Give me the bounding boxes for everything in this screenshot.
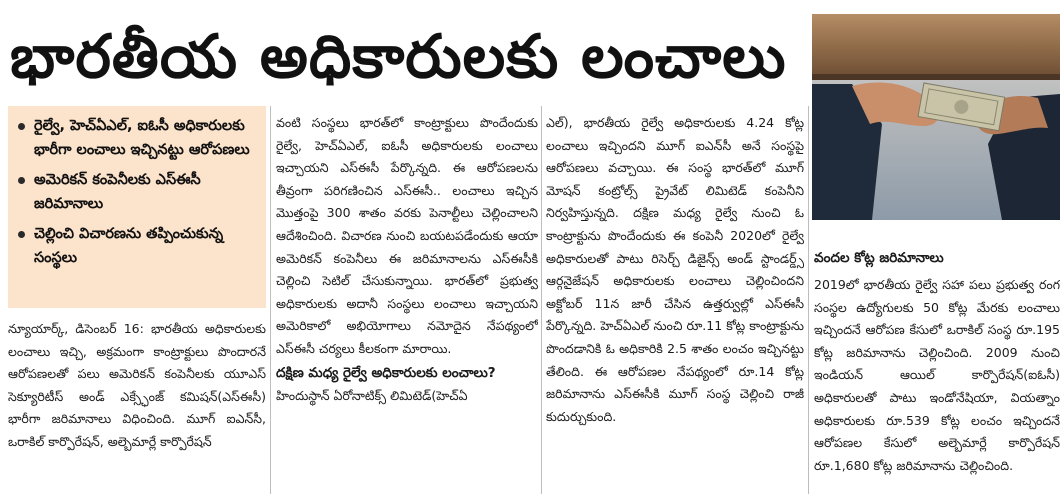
paragraph: 2019లో భారతీయ రైల్వే సహా పలు ప్రభుత్వ రంగ సంస్థల ఉద్యోగులకు 50 కోట్ల మేరకు లంచాలు ఇచ్చిందనే ఆరోపణ కేసులో ఒరాకిల్ సంస్థ రూ.195 కోట్ల జరిమానాను చెల్లించింది. 2009 నుంచి ఇండియన్ ఆయిల్ కార్పొరేషన్(ఐఓసీ) అధికారులతో పాటు ఇండోనేషియా, వియత్నాం అధికారులకు రూ.539 కోట్ల లంచం ఇచ్చిందనే ఆరోపణల కేసులో అల్బెమార్లే కార్పొరేషన్ రూ.1,680 కోట్ల జరిమానాను చెల్లించింది. [814, 277, 1060, 473]
column-divider [541, 106, 542, 494]
highlight-item: చెల్లించి విచారణను తప్పించుకున్న సంస్థలు [18, 222, 260, 270]
subheading: వందల కోట్ల జరిమానాలు [814, 250, 944, 266]
bribe-handover-photo [812, 14, 1060, 220]
paragraph: హిందుస్థాన్ ఏరోనాటిక్స్ లిమిటెడ్(హెచ్‌ఏ [276, 387, 468, 403]
column-divider [808, 106, 809, 494]
paragraph: ఎల్), భారతీయ రైల్వే అధికారులకు 4.24 కోట్ల లంచాలు ఇచ్చిందని మూగ్ ఐఎన్‌సీ అనే సంస్థపై ఆరోపణలు వచ్చాయి. ఈ సంస్థ భారత్‌లో మూగ్ మోషన్ కంట్రోల్స్ ప్రైవేట్ లిమిటెడ్ కంపెనీని నిర్వహిస్తున్నది. దక్షిణ మధ్య రైల్వే నుంచి ఓ కాంట్రాక్టును పొందేందుకు ఈ కంపెనీ 2020లో రైల్వే అధికారులతో పాటు రిసెర్చ్ డిజైన్స్ అండ్ స్టాండర్డ్స్ ఆర్గనైజేషన్ అధికారులకు లంచాలు చెల్లించిందని అక్టోబర్ 11న జారీ చేసిన ఉత్తర్వుల్లో ఎస్‌ఈసీ పేర్కొన్నది. హెచ్‌ఏఎల్ నుంచి రూ.11 కోట్ల కాంట్రాక్టును పొందడానికి ఓ అధికారికి 2.5 శాతం లంచం ఇచ్చినట్టు తేలింది. ఈ ఆరోపణల నేపథ్యంలో రూ.14 కోట్ల జరిమానాను ఎస్‌ఈసీకి మూగ్ సంస్థ చెల్లించి రాజీ కుదుర్చుకుంది. [546, 115, 804, 424]
desk-edge [812, 14, 1060, 76]
photo-illustration [812, 14, 1060, 220]
highlights-box [8, 106, 266, 308]
article-column-1 [8, 318, 266, 496]
bullet-icon [18, 123, 25, 130]
article-column-3 [546, 112, 804, 496]
highlight-item: అమెరికన్ కంపెనీలకు ఎస్‌ఈసీ జరిమానాలు [18, 168, 260, 216]
column-divider [270, 106, 271, 494]
paragraph: న్యూయార్క్, డిసెంబర్ 16: భారతీయ అధికారులకు లంచాలు ఇచ్చి, అక్రమంగా కాంట్రాక్టులు పొందారనే ఆరోపణలతో పలు అమెరికన్ కంపెనీలకు యూఎస్ సెక్యూరిటీస్ అండ్ ఎక్స్ఛేంజ్ కమిషన్(ఎస్‌ఈసీ) భారీగా జరిమానాలు విధించింది. మూగ్ ఐఎన్‌సీ, ఒరాకిల్ కార్పొరేషన్, అల్బెమార్లే కార్పొరేషన్ [8, 321, 266, 449]
article-column-4 [814, 246, 1060, 496]
subheading: దక్షిణ మధ్య రైల్వే అధికారులకు లంచాలు? [276, 364, 496, 381]
bullet-icon [18, 231, 25, 238]
bullet-icon [18, 177, 25, 184]
article-column-2 [276, 112, 538, 496]
headline: భారతీయ అధికారులకు లంచాలు [10, 22, 787, 92]
highlight-item: రైల్వే, హెచ్‌ఏఎల్, ఐఓసీ అధికారులకు భారీగా లంచాలు ఇచ్చినట్టు ఆరోపణలు [18, 114, 260, 162]
paragraph: వంటి సంస్థలు భారత్‌లో కాంట్రాక్టులు పొందేందుకు రైల్వే, హెచ్‌ఏఎల్, ఐఓసీ అధికారులకు లంచాలు ఇచ్చాయని ఎస్‌ఈసీ పేర్కొన్నది. ఈ ఆరోపణలను తీవ్రంగా పరిగణించిన ఎస్‌ఈసీ.. లంచాలు ఇచ్చిన మొత్తంపై 300 శాతం వరకు పెనాల్టీలు చెల్లించాలని ఆదేశించింది. విచారణ నుంచి బయటపడేందుకు ఆయా అమెరికన్ కంపెనీలు ఈ జరిమానాలను ఎస్‌ఈసీకి చెల్లించి సెటిల్ చేసుకున్నాయి. భారత్‌లో ప్రభుత్వ అధికారులకు అదానీ సంస్థలు లంచాలు ఇచ్చాయని అమెరికాలో అభియోగాలు నమోదైన నేపథ్యంలో ఎస్‌ఈసీ చర్యలు కీలకంగా మారాయి. [276, 115, 538, 356]
